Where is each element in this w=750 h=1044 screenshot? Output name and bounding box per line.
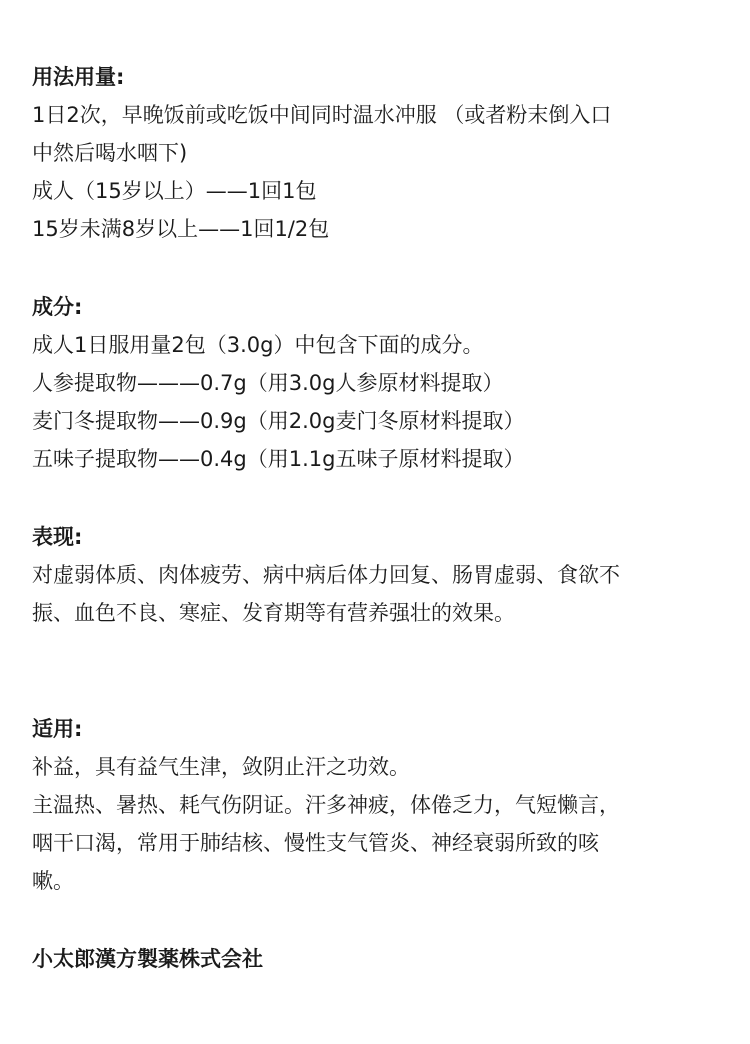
effects-heading: 表现: [32,525,83,549]
usage-line: 成人（15岁以上）——1回1包 [32,179,317,203]
indications-line: 补益，具有益气生津，敛阴止汗之功效。 [32,755,410,779]
effects-line: 对虚弱体质、肉体疲劳、病中病后体力回复、肠胃虚弱、食欲不 [32,563,620,587]
effects-line: 振、血色不良、寒症、发育期等有营养强壮的效果。 [32,601,515,625]
ingredients-line: 麦门冬提取物——0.9g（用2.0g麦门冬原材料提取） [32,409,525,433]
usage-heading: 用法用量: [32,65,125,89]
ingredients-section [32,288,722,478]
spacer [32,248,722,288]
spacer [32,900,722,940]
ingredients-line: 成人1日服用量2包（3.0g）中包含下面的成分。 [32,333,484,357]
product-description [32,58,722,978]
indications-section [32,710,722,900]
spacer [32,478,722,518]
indications-line: 咽干口渴，常用于肺结核、慢性支气管炎、神经衰弱所致的咳 [32,831,599,855]
effects-section [32,518,722,632]
ingredients-heading: 成分: [32,295,83,319]
company-name: 小太郎漢方製薬株式会社 [32,947,263,971]
usage-line: 中然后喝水咽下) [32,141,188,165]
usage-line: 15岁未满8岁以上——1回1/2包 [32,217,330,241]
spacer [32,632,722,710]
ingredients-line: 人参提取物———0.7g（用3.0g人参原材料提取） [32,371,504,395]
indications-line: 嗽。 [32,869,74,893]
indications-heading: 适用: [32,717,83,741]
ingredients-line: 五味子提取物——0.4g（用1.1g五味子原材料提取） [32,447,525,471]
indications-line: 主温热、暑热、耗气伤阴证。汗多神疲，体倦乏力，气短懒言， [32,793,620,817]
usage-section [32,58,722,248]
usage-line: 1日2次，早晚饭前或吃饭中间同时温水冲服 （或者粉末倒入口 [32,103,612,127]
